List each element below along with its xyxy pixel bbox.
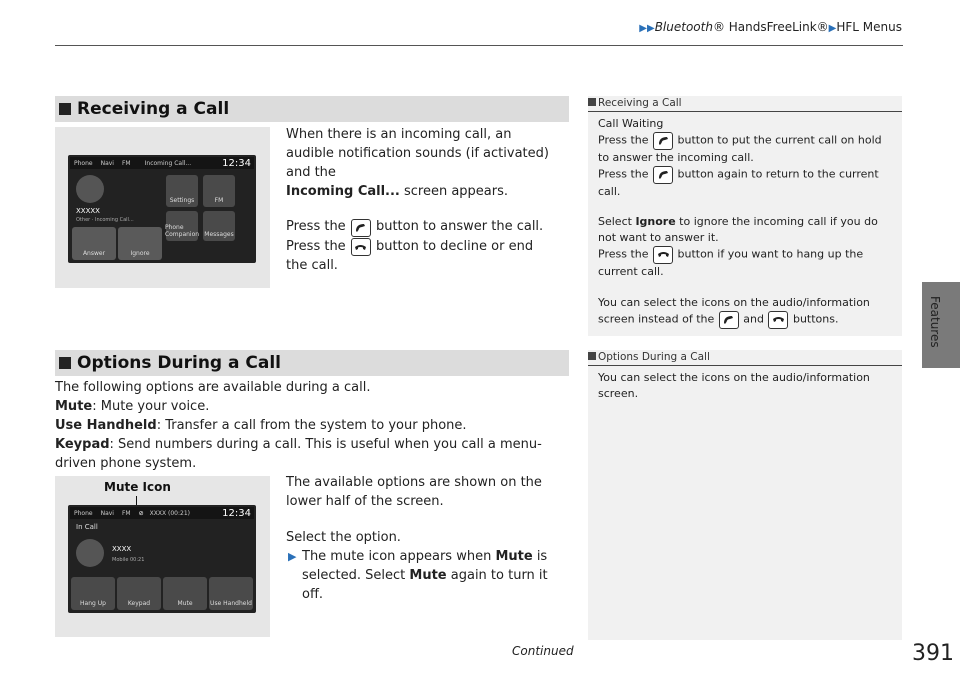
- hang-up-button[interactable]: Hang Up: [71, 577, 115, 610]
- arrow-icon: ▶▶: [639, 23, 655, 34]
- note-icon: [588, 352, 596, 360]
- tab-fm: FM: [121, 159, 131, 167]
- tile-messages[interactable]: Messages: [203, 211, 235, 241]
- ignore-button[interactable]: Ignore: [118, 227, 162, 260]
- note-title: Options During a Call: [588, 351, 710, 363]
- result-arrow-icon: ▶: [288, 550, 297, 563]
- section-heading-options: [55, 350, 569, 376]
- crumb-hfl: ® HandsFreeLink®: [712, 20, 829, 34]
- caller-name: XXXX: [112, 545, 132, 553]
- receiving-body: When there is an incoming call, an audible notification sounds (if activated) and the Incoming Call... screen appears. Press the button to answer the call. Press the button to decline or end the call.: [286, 127, 549, 273]
- header-rule: [55, 45, 903, 46]
- note-rule: [588, 365, 902, 366]
- tab-navi: Navi: [100, 509, 114, 517]
- in-call-label: In Call: [76, 523, 98, 531]
- breadcrumb: [639, 20, 902, 34]
- tile-phone-companion[interactable]: Phone Companion: [166, 211, 198, 241]
- tab-phone: Phone: [74, 509, 93, 517]
- caller-name: XXXXX: [76, 207, 100, 215]
- avatar: [76, 175, 104, 203]
- incoming-call-screen: [68, 155, 256, 263]
- hang-up-icon: [653, 246, 673, 264]
- clock: 12:34: [222, 157, 251, 169]
- mute-icon-callout: Mute Icon: [104, 480, 171, 494]
- mute-status-icon: ⊘: [138, 509, 144, 517]
- tile-fm[interactable]: FM: [203, 175, 235, 207]
- section-heading-receiving: [55, 96, 569, 122]
- status-bar: [70, 157, 254, 169]
- options-list: The following options are available during a call. Mute: Mute your voice. Use Handheld: Transfer a call from the system to your phone. Keypad: Send numbers during a call. This is useful when you call a menu-driven phone system.: [55, 380, 542, 471]
- note-rule: [588, 111, 902, 112]
- page-number: 391: [912, 641, 954, 666]
- arrow-icon: ▶: [828, 23, 837, 34]
- tab-phone: Phone: [74, 159, 93, 167]
- pick-up-icon: [653, 132, 673, 150]
- keypad-button[interactable]: Keypad: [117, 577, 161, 610]
- tile-settings[interactable]: Settings: [166, 175, 198, 207]
- chapter-label: Features: [928, 296, 942, 348]
- mute-button[interactable]: Mute: [163, 577, 207, 610]
- square-bullet-icon: [59, 103, 71, 115]
- answer-button[interactable]: Answer: [72, 227, 116, 260]
- caller-sub: Other · Incoming Call...: [76, 217, 134, 223]
- section-title: Receiving a Call: [77, 99, 230, 119]
- section-title: Options During a Call: [77, 353, 281, 373]
- tab-navi: Navi: [100, 159, 114, 167]
- pick-up-icon: [653, 166, 673, 184]
- crumb-menus: HFL Menus: [836, 20, 902, 34]
- square-bullet-icon: [59, 357, 71, 369]
- screen-title: Incoming Call...: [144, 159, 192, 167]
- hang-up-icon: [768, 311, 788, 329]
- note-icon: [588, 98, 596, 106]
- tab-fm: FM: [121, 509, 131, 517]
- note-body-options: You can select the icons on the audio/information screen.: [598, 371, 870, 400]
- clock: 12:34: [222, 507, 251, 519]
- status-bar: [70, 507, 254, 519]
- call-line: Mobile 00:21: [112, 557, 145, 563]
- crumb-bluetooth: Bluetooth: [654, 20, 713, 34]
- pick-up-icon: [719, 311, 739, 329]
- use-handheld-button[interactable]: Use Handheld: [209, 577, 253, 610]
- continued-label: Continued: [512, 644, 574, 658]
- in-call-screen: [68, 505, 256, 613]
- options-body: The available options are shown on the lower half of the screen. Select the option. ▶ The mute icon appears when Mute is selected. Select Mute again to turn it off.: [286, 475, 548, 602]
- call-status: XXXX (00:21): [149, 509, 190, 517]
- note-title: Receiving a Call: [588, 97, 682, 109]
- pick-up-icon: [351, 219, 371, 237]
- avatar: [76, 539, 104, 567]
- note-body-receiving: Call Waiting Press the button to put the current call on hold to answer the incoming call. Press the button again to return to the current call. Select Ignore to ignore the incoming call if you do not want to answer it. Press the button if you want to hang up the current call. You can select the icons on the audio/information screen instead of the and buttons.: [598, 116, 894, 329]
- hang-up-icon: [351, 238, 371, 256]
